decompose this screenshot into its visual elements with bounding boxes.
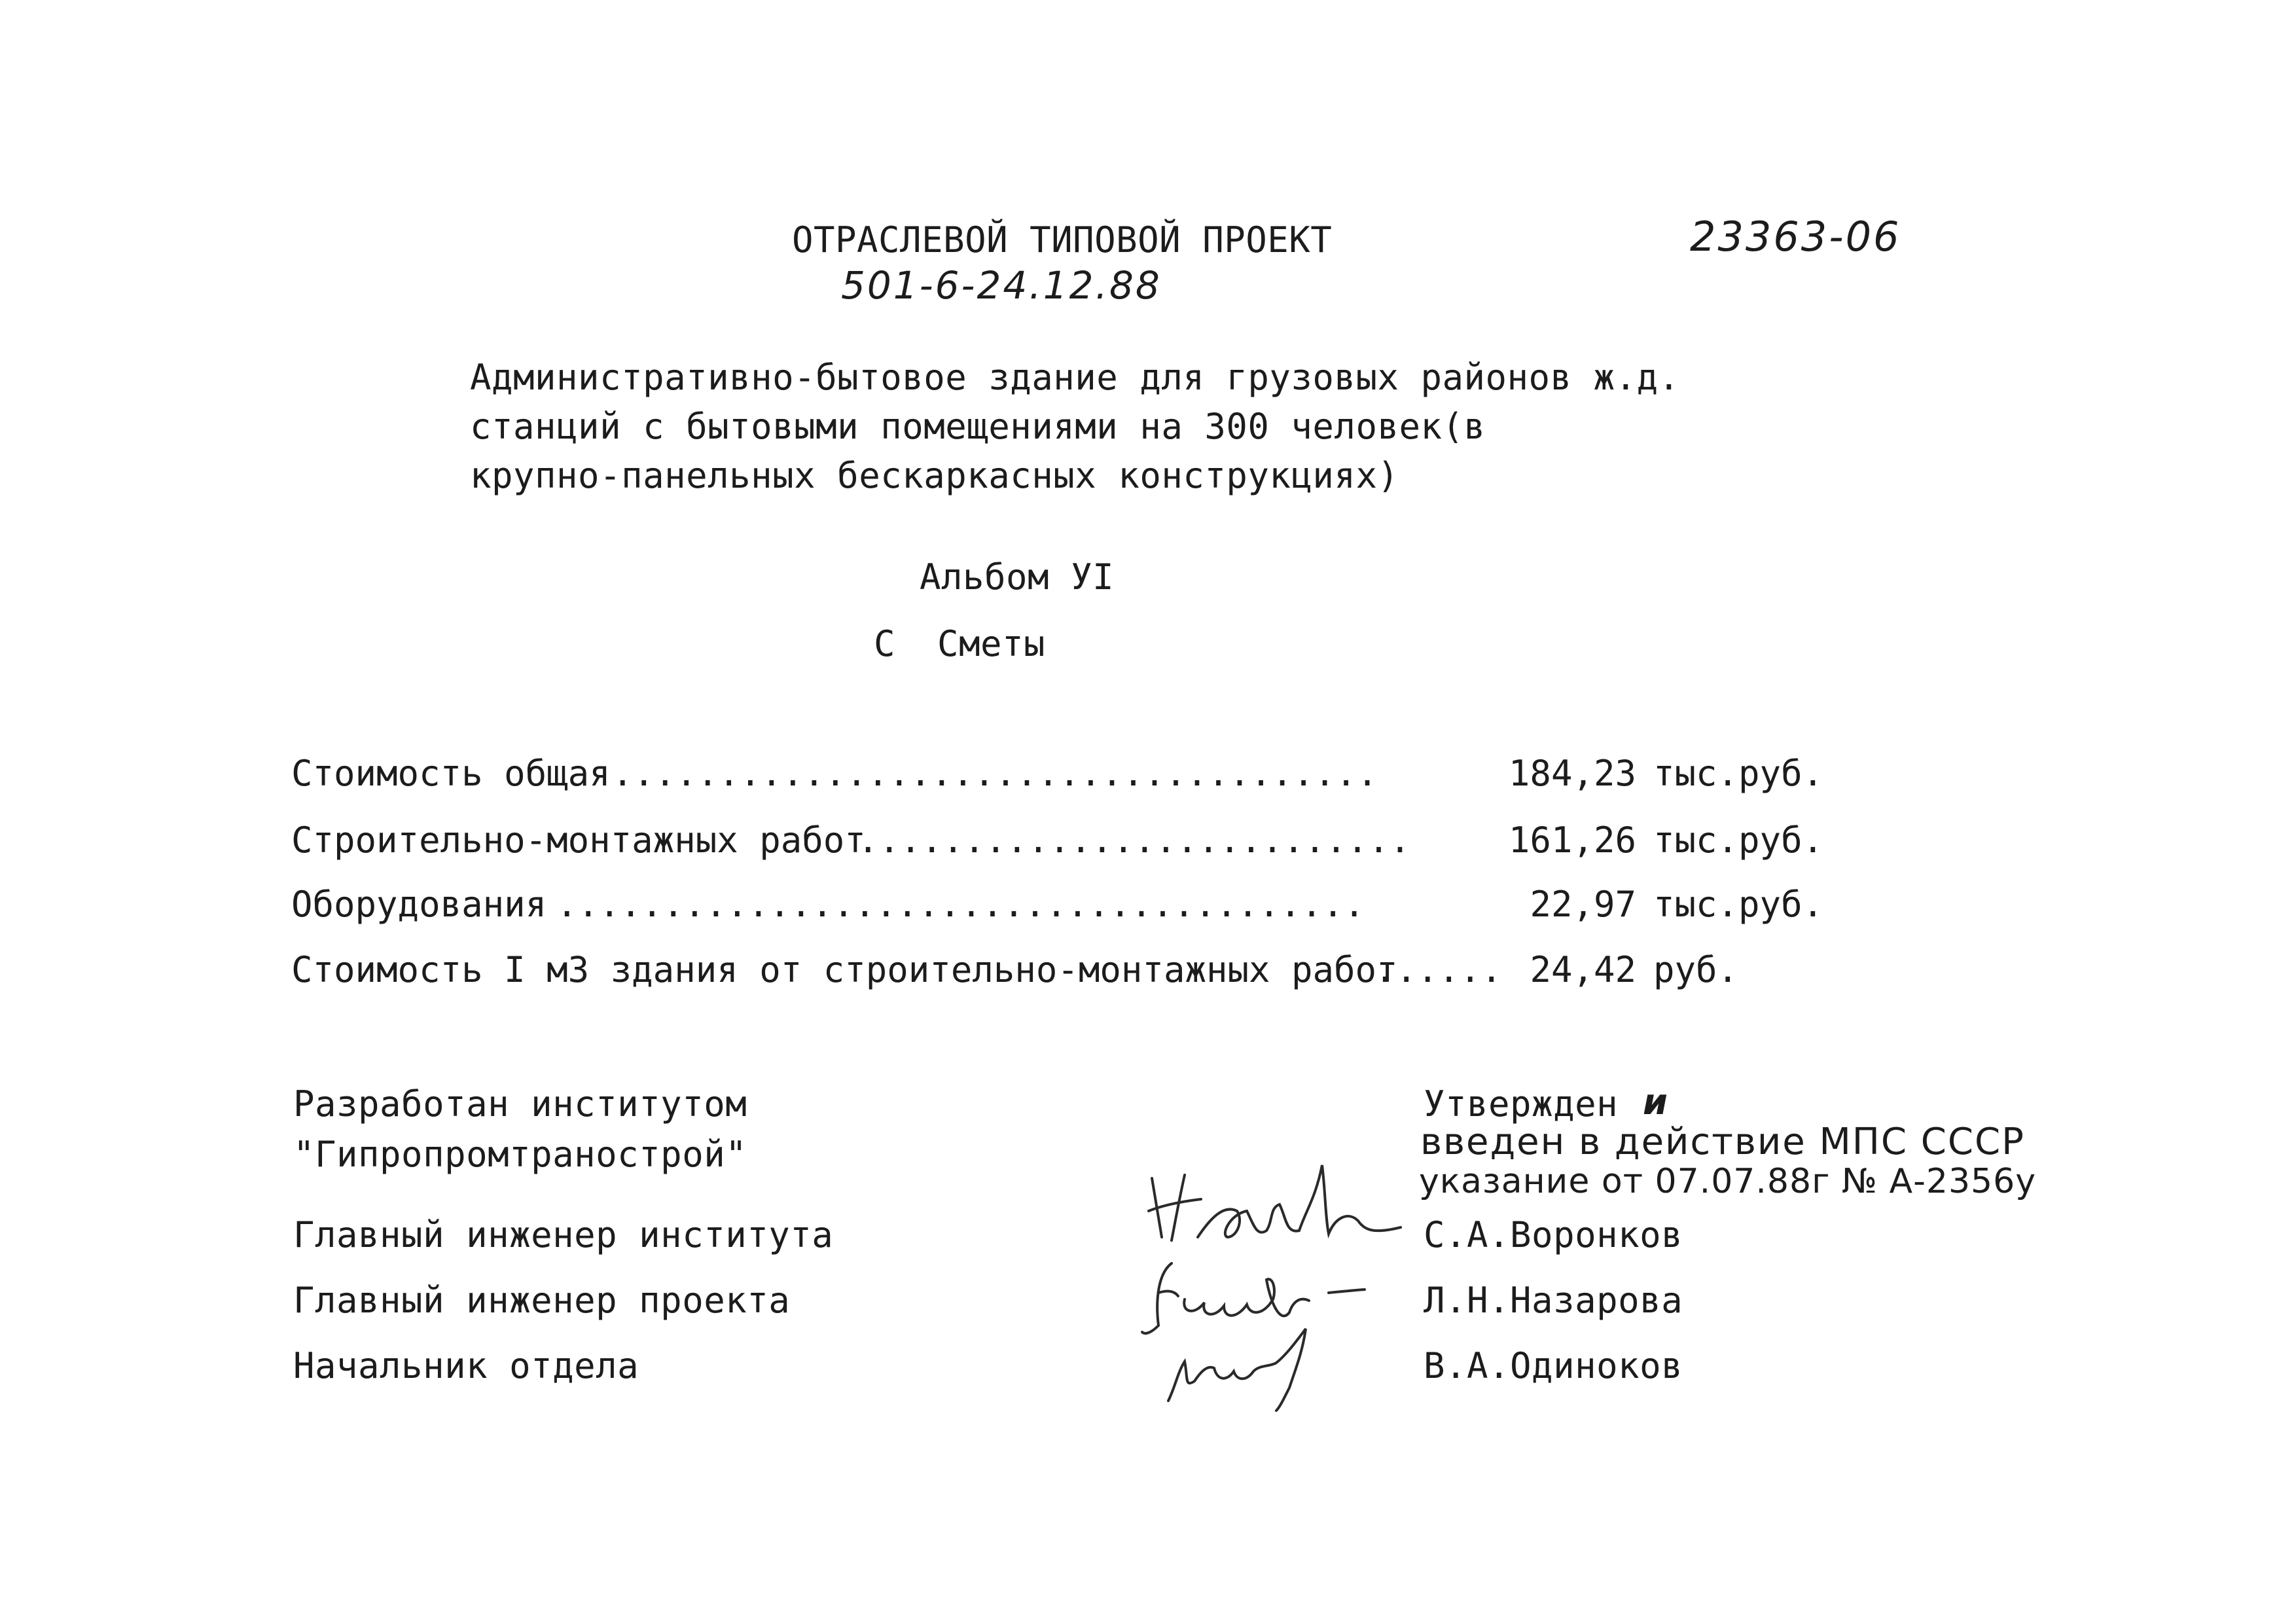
name-odinokov: В.А.Одиноков [1424, 1345, 1683, 1386]
cost-row-per-m3 [291, 949, 1823, 991]
title-line-2: станций с бытовыми помещениями на 300 человек(в [470, 406, 1486, 447]
cost-value-group [1499, 753, 1823, 794]
cost-value: 161,26 [1508, 820, 1636, 861]
name-voronkov: С.А.Воронков [1424, 1214, 1683, 1255]
cost-value: 24,42 [1530, 949, 1636, 990]
cost-value: 184,23 [1508, 753, 1636, 794]
project-type-heading: ОТРАСЛЕВОЙ ТИПОВОЙ ПРОЕКТ [792, 219, 1333, 261]
cost-unit: тыс.руб. [1653, 753, 1824, 794]
approval-line-2: введен в действие МПС СССР [1420, 1121, 2025, 1163]
cost-label: Стоимость общая [291, 753, 611, 794]
leader-dots: .......................... [857, 820, 1411, 861]
developer-line-1: Разработан институтом [293, 1083, 747, 1125]
cost-unit: тыс.руб. [1653, 820, 1824, 861]
leader-dots: ...................................... [556, 884, 1365, 925]
approval-line-1: Утвержден [1424, 1083, 1619, 1125]
project-number: 501-6-24.12.88 [841, 263, 1162, 308]
cost-row-total [291, 753, 1823, 795]
cost-value: 22,97 [1530, 884, 1636, 925]
role-chief-engineer-project: Главный инженер проекта [293, 1280, 791, 1321]
archive-number: 23363-06 [1690, 213, 1901, 261]
approval-line-3: указание от 07.07.88г № А-2356у [1419, 1162, 2036, 1201]
section-code: С [874, 623, 896, 664]
signature-head-of-department [1155, 1316, 1352, 1414]
cost-value-group [1499, 884, 1823, 925]
leader-dots: .................................... [612, 753, 1378, 794]
name-nazarova: Л.Н.Назарова [1424, 1280, 1683, 1321]
cost-value-group [1499, 820, 1823, 861]
section-name: Сметы [937, 623, 1046, 664]
cost-row-construction [291, 820, 1823, 861]
role-head-of-department: Начальник отдела [293, 1345, 639, 1386]
cost-label: Строительно-монтажных работ [291, 820, 866, 861]
cost-label: Стоимость I м3 здания от строительно-монтажных работ [291, 949, 1398, 990]
cost-value-group [1499, 949, 1823, 990]
album-label: Альбом УI [920, 556, 1115, 598]
role-chief-engineer-institute: Главный инженер института [293, 1214, 834, 1255]
title-line-3: крупно-панельных бескаркасных конструкциях) [470, 455, 1399, 496]
approval-line-1-handwritten: и [1643, 1081, 1670, 1123]
cost-label: Оборудования [291, 884, 547, 925]
leader-dots: ...... [1374, 949, 1502, 990]
cost-row-equipment [291, 884, 1823, 926]
title-line-1: Административно-бытовое здание для грузовых районов ж.д. [470, 357, 1680, 398]
developer-line-2: "Гипропромтранострой" [293, 1134, 747, 1175]
cost-unit: тыс.руб. [1653, 884, 1824, 925]
signature-chief-engineer-institute [1139, 1139, 1401, 1257]
cost-unit: руб. [1653, 949, 1739, 990]
